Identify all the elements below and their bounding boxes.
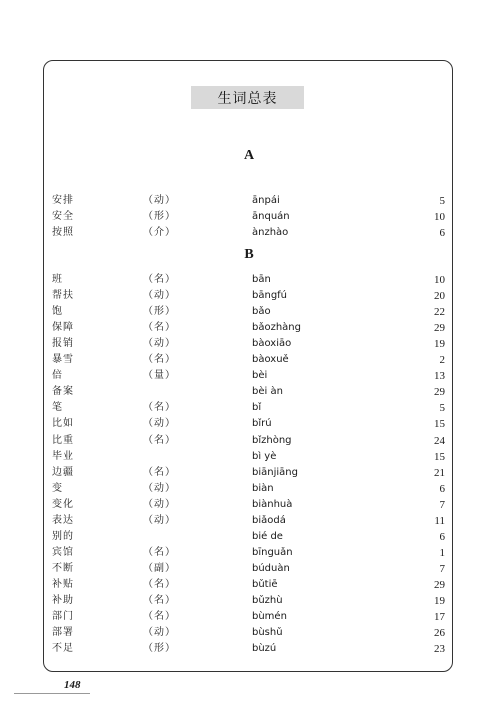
lesson-page: 29: [434, 578, 445, 591]
vocab-row: [0, 193, 498, 209]
vocab-row: [0, 336, 498, 352]
pinyin: bīnguǎn: [252, 546, 293, 558]
part-of-speech: （动）: [143, 482, 176, 494]
pinyin: bǎozhàng: [252, 322, 301, 334]
part-of-speech: （形）: [143, 211, 176, 222]
pinyin: bùmén: [252, 611, 287, 623]
vocab-row: [0, 577, 498, 593]
vocab-word: 补助: [52, 595, 74, 606]
vocab-row: [0, 225, 498, 241]
vocab-word: 报销: [52, 338, 74, 350]
vocab-word: 部门: [52, 611, 74, 623]
pinyin: ānpái: [252, 195, 280, 206]
lesson-page: 6: [439, 530, 445, 543]
page-number: 148: [64, 679, 81, 691]
lesson-page: 11: [434, 514, 445, 527]
lesson-page: 23: [434, 643, 445, 656]
section-heading: A: [243, 148, 255, 163]
lesson-page: 26: [434, 627, 445, 640]
vocab-row: [0, 416, 498, 432]
vocab-word: 倍: [52, 370, 63, 382]
pinyin: bàoxuě: [252, 354, 289, 366]
lesson-page: 1: [439, 546, 445, 559]
lesson-page: 21: [434, 466, 445, 479]
pinyin: bèi: [252, 370, 268, 382]
pinyin: ànzhào: [252, 227, 289, 238]
vocab-row: [0, 593, 498, 609]
vocab-word: 部署: [52, 627, 74, 639]
lesson-page: 17: [434, 611, 445, 624]
part-of-speech: （动）: [143, 195, 176, 206]
lesson-page: 19: [434, 338, 445, 351]
section-heading: B: [244, 247, 254, 262]
vocab-row: [0, 497, 498, 513]
vocab-row: [0, 368, 498, 384]
vocab-row: [0, 481, 498, 497]
pinyin: bèi àn: [252, 386, 283, 398]
page-title: 生词总表: [191, 86, 304, 109]
part-of-speech: （动）: [143, 418, 176, 430]
pinyin: biǎodá: [252, 514, 286, 526]
pinyin: bǔzhù: [252, 595, 283, 606]
pinyin: bǐrú: [252, 418, 272, 430]
lesson-page: 24: [434, 434, 445, 447]
part-of-speech: （名）: [143, 546, 176, 558]
part-of-speech: （名）: [143, 578, 176, 590]
vocab-row: [0, 209, 498, 225]
vocab-row: [0, 641, 498, 657]
pinyin: bāngfú: [252, 290, 288, 302]
vocab-word: 按照: [52, 227, 74, 238]
vocab-row: [0, 272, 498, 288]
part-of-speech: （副）: [143, 562, 176, 574]
part-of-speech: （名）: [143, 402, 176, 414]
vocab-row: [0, 545, 498, 561]
lesson-page: 15: [434, 450, 445, 463]
part-of-speech: （动）: [143, 498, 176, 510]
part-of-speech: （名）: [143, 466, 176, 478]
vocab-word: 变化: [52, 498, 74, 510]
lesson-page: 6: [439, 482, 445, 495]
pinyin: bǎo: [252, 306, 271, 318]
vocab-word: 笔: [52, 402, 63, 414]
lesson-page: 10: [434, 211, 445, 223]
vocab-word: 别的: [52, 530, 74, 542]
vocab-word: 补贴: [52, 578, 74, 590]
vocab-word: 班: [52, 274, 63, 285]
pinyin: ānquán: [252, 211, 290, 222]
vocab-row: [0, 320, 498, 336]
vocab-word: 变: [52, 482, 63, 494]
pinyin: bān: [252, 274, 271, 285]
part-of-speech: （动）: [143, 338, 176, 350]
pinyin: bùshǔ: [252, 627, 283, 639]
vocab-word: 比如: [52, 418, 74, 430]
vocab-row: [0, 400, 498, 416]
vocab-word: 边疆: [52, 466, 74, 478]
vocab-word: 表达: [52, 514, 74, 526]
vocab-word: 保障: [52, 322, 74, 334]
lesson-page: 7: [439, 498, 445, 511]
vocab-word: 暴雪: [52, 354, 74, 366]
vocab-row: [0, 465, 498, 481]
vocab-row: [0, 433, 498, 449]
vocab-word: 安全: [52, 211, 74, 222]
lesson-page: 5: [439, 195, 445, 207]
pinyin: bǐzhòng: [252, 434, 292, 446]
vocab-word: 不断: [52, 562, 74, 574]
pinyin: bǔtiē: [252, 578, 278, 590]
lesson-page: 10: [434, 274, 445, 286]
vocab-row: [0, 529, 498, 545]
lesson-page: 29: [434, 386, 445, 399]
vocab-word: 宾馆: [52, 546, 74, 558]
pinyin: biàn: [252, 482, 274, 494]
pinyin: biānjiāng: [252, 466, 298, 478]
lesson-page: 15: [434, 418, 445, 431]
pinyin: biànhuà: [252, 498, 293, 510]
part-of-speech: （名）: [143, 611, 176, 623]
vocab-row: [0, 561, 498, 577]
vocab-word: 备案: [52, 386, 74, 398]
vocab-word: 比重: [52, 434, 74, 446]
vocab-word: 饱: [52, 306, 63, 318]
pinyin: bàoxiāo: [252, 338, 292, 350]
part-of-speech: （名）: [143, 354, 176, 366]
lesson-page: 5: [439, 402, 445, 415]
vocab-word: 毕业: [52, 450, 74, 462]
vocab-word: 安排: [52, 195, 74, 206]
part-of-speech: （量）: [143, 370, 176, 382]
lesson-page: 7: [439, 562, 445, 575]
vocab-row: [0, 449, 498, 465]
pinyin: búduàn: [252, 562, 290, 574]
lesson-page: 20: [434, 290, 445, 303]
part-of-speech: （形）: [143, 643, 176, 655]
part-of-speech: （动）: [143, 627, 176, 639]
vocab-word: 帮扶: [52, 290, 74, 302]
part-of-speech: （名）: [143, 434, 176, 446]
lesson-page: 6: [439, 227, 445, 239]
part-of-speech: （介）: [143, 227, 176, 238]
vocab-row: [0, 304, 498, 320]
vocab-row: [0, 288, 498, 304]
pinyin: bié de: [252, 530, 283, 542]
part-of-speech: （名）: [143, 595, 176, 606]
lesson-page: 2: [439, 354, 445, 367]
part-of-speech: （动）: [143, 290, 176, 302]
lesson-page: 13: [434, 370, 445, 383]
lesson-page: 22: [434, 306, 445, 319]
footer-divider: [14, 693, 90, 694]
pinyin: bì yè: [252, 450, 277, 462]
vocab-row: [0, 352, 498, 368]
vocab-row: [0, 384, 498, 400]
vocab-word: 不足: [52, 643, 74, 655]
lesson-page: 29: [434, 322, 445, 335]
part-of-speech: （形）: [143, 306, 176, 318]
part-of-speech: （名）: [143, 274, 176, 285]
part-of-speech: （动）: [143, 514, 176, 526]
lesson-page: 19: [434, 595, 445, 607]
pinyin: bǐ: [252, 402, 262, 414]
pinyin: bùzú: [252, 643, 277, 655]
vocab-row: [0, 625, 498, 641]
vocab-row: [0, 609, 498, 625]
part-of-speech: （名）: [143, 322, 176, 334]
vocab-row: [0, 513, 498, 529]
